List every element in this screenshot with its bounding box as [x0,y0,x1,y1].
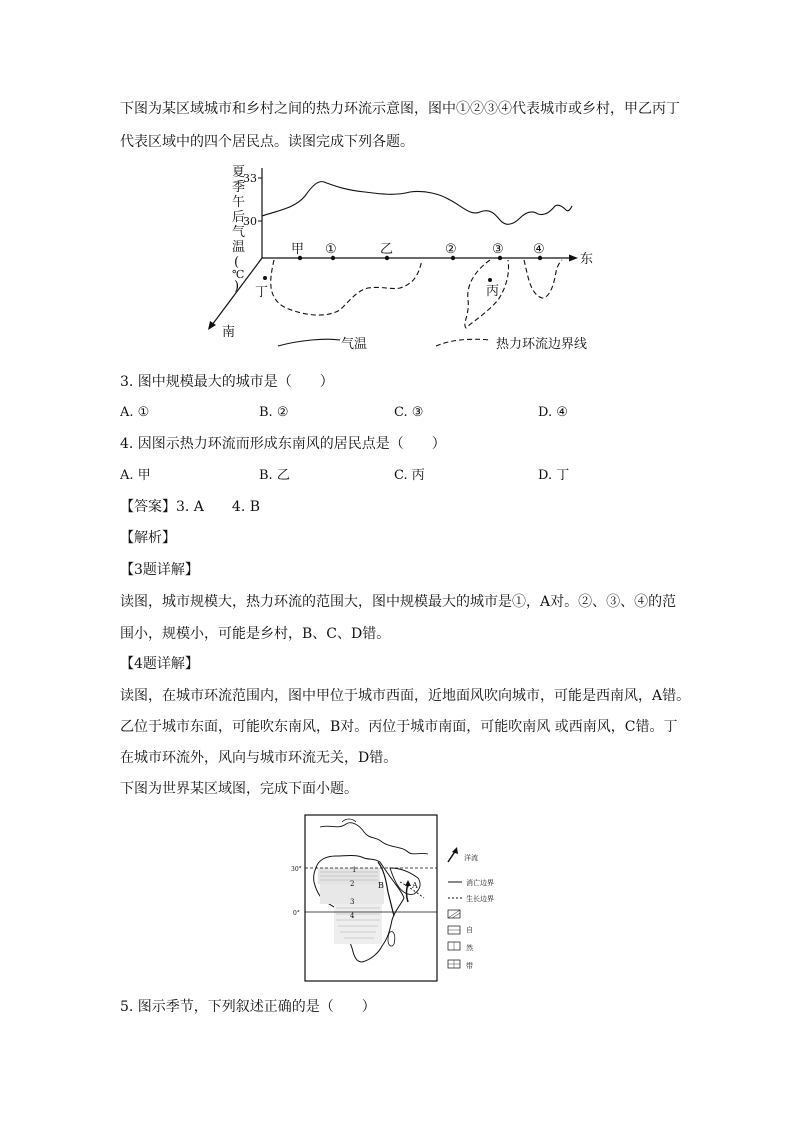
q3-options [120,403,620,423]
label-4: ④ [533,242,545,257]
label-3: ③ [492,242,504,257]
analysis-heading: 【解析】 [120,530,176,546]
detail4-line-2: 乙位于城市东面，可能吹东南风，B对。丙位于城市南面，可能吹南风 或西南风，C错。丁 [120,719,678,735]
zone-1: 1 [352,866,357,874]
figure-africa-map [290,812,510,984]
intro2-line: 下图为世界某区域图，完成下面小题。 [120,781,358,797]
q3-option-b[interactable]: B. ② [259,405,289,420]
zone-3: 3 [350,898,355,906]
svg-text:洋流: 洋流 [464,854,478,862]
legend-boundary-line [436,339,490,346]
intro-line-2: 代表区域中的四个居民点。读图完成下列各题。 [120,134,414,150]
east-label: 东 [580,252,594,267]
legend-temp-label: 气温 [341,337,368,352]
q4-option-a[interactable]: A. 甲 [120,468,151,483]
label-ding: 丁 [255,285,269,300]
q3-option-c[interactable]: C. ③ [394,405,424,420]
y-tick-33: 33 [243,172,257,185]
detail3-line-2: 围小，规模小，可能是乡村，B、C、D错。 [120,626,391,642]
legend-boundary-label: 热力环流边界线 [496,337,588,352]
q4-option-c[interactable]: C. 丙 [394,468,425,483]
q3-option-a[interactable]: A. ① [120,405,150,420]
zone-2: 2 [350,880,355,888]
svg-text:(: ( [234,255,240,270]
detail3-line-1: 读图，城市规模大，热力环流的范围大，图中规模最大的城市是①，A对。②、③、④的范 [120,594,677,610]
south-label: 南 [222,325,236,340]
q4-options [120,466,620,486]
svg-text:然: 然 [466,944,473,952]
label-yi: 乙 [380,242,394,257]
label-B: B [378,881,384,890]
detail4-line-1: 读图，在城市环流范围内，图中甲位于城市西面，近地面风吹向城市，可能是西南风，A错。 [120,688,691,704]
q4-stem: 4. 因图示热力环流而形成东南风的居民点是（ ） [120,436,446,452]
lat-30-label: 30° [291,866,302,873]
svg-text:季: 季 [232,180,246,195]
answer-line: 【答案】3. A 4. B [120,499,261,515]
label-A: A [412,881,418,890]
map-legend [448,847,494,970]
legend-temp-line [278,339,340,346]
boundary-city [271,260,422,315]
q3-option-d[interactable]: D. ④ [538,405,568,420]
label-bing: 丙 [486,284,500,299]
detail4-heading: 【4题详解】 [120,656,199,672]
svg-text:夏: 夏 [232,165,246,180]
intro-line-1: 下图为某区域城市和乡村之间的热力环流示意图，图中①②③④代表城市或乡村，甲乙丙丁 [120,101,680,117]
svg-text:生长边界: 生长边界 [466,895,494,903]
q4-option-d[interactable]: D. 丁 [538,468,570,483]
svg-text:℃: ℃ [232,268,245,281]
zone-4: 4 [350,912,355,920]
svg-text:午: 午 [232,195,246,210]
detail3-heading: 【3题详解】 [120,562,199,578]
label-jia: 甲 [291,242,305,257]
svg-text:后: 后 [232,210,246,225]
figure-thermal-circulation [200,160,610,355]
svg-text:气: 气 [232,225,246,240]
label-1: ① [325,242,337,257]
detail4-line-3: 在城市环流外，风向与城市环流无关，D错。 [120,750,398,766]
svg-text:消亡边界: 消亡边界 [466,879,494,887]
boundary-4 [524,260,562,298]
svg-text:自: 自 [466,926,473,934]
svg-text:温: 温 [232,240,246,255]
q3-stem: 3. 图中规模最大的城市是（ ） [120,374,334,390]
y-tick-30: 30 [243,215,257,228]
q4-option-b[interactable]: B. 乙 [259,468,290,483]
label-2: ② [445,242,457,257]
q5-stem: 5. 图示季节，下列叙述正确的是（ ） [120,999,376,1015]
svg-text:带: 带 [466,962,473,970]
temperature-curve [262,182,572,225]
svg-text:): ) [234,279,240,294]
lat-0-label: 0° [293,910,300,917]
